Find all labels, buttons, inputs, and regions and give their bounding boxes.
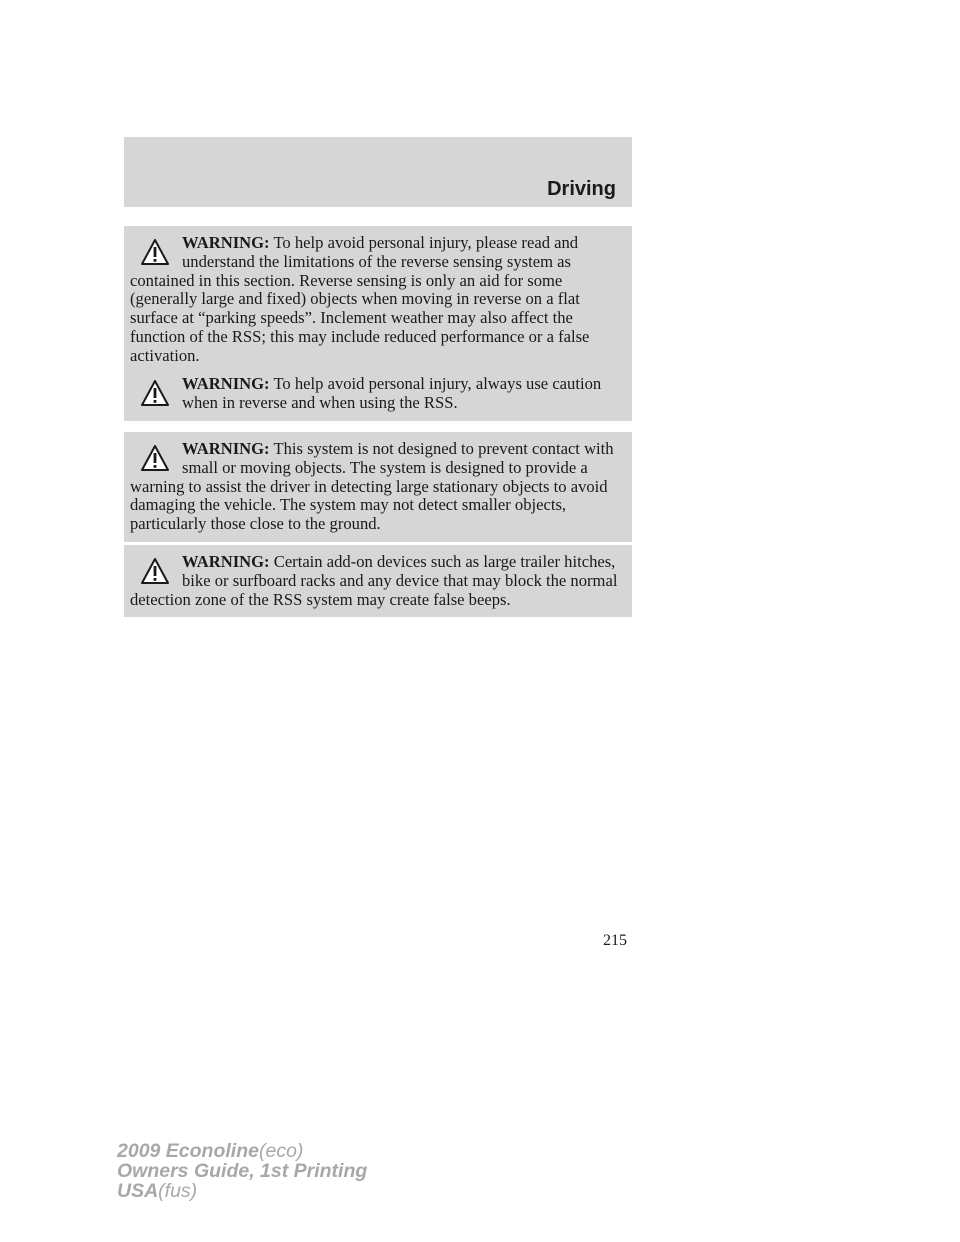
footer-model-code: (eco) bbox=[258, 1140, 304, 1162]
warning-label: WARNING: bbox=[182, 552, 270, 571]
warning-text: To help avoid personal injury, please read and understand the limitations of the reverse sensing system as contained in this section. Reverse sensing is only an aid for some (generally large and fixed) objects when moving in reverse on a flat surface at “parking speeds”. Inclement weather may also affect the function of the RSS; this may include reduced performance or a false activation. bbox=[130, 233, 590, 365]
footer-model: 2009 Econoline bbox=[117, 1140, 259, 1162]
page-number: 215 bbox=[603, 932, 627, 949]
warning-box-4 bbox=[124, 545, 632, 617]
warning-label: WARNING: bbox=[182, 374, 270, 393]
warning-triangle-icon bbox=[140, 238, 170, 266]
warning-text: To help avoid personal injury, always use caution when in reverse and when using the RSS. bbox=[182, 374, 602, 412]
section-header bbox=[124, 137, 632, 207]
warning-box-1 bbox=[124, 226, 632, 374]
warning-box-2 bbox=[124, 367, 632, 421]
warning-text: This system is not designed to prevent contact with small or moving objects. The system is designed to provide a warning to assist the driver in detecting large stationary objects to avoid damaging the vehicle. The system may not detect smaller objects, particularly those close to the ground. bbox=[130, 439, 614, 534]
warning-triangle-icon bbox=[140, 444, 170, 472]
footer-line-3 bbox=[117, 1181, 367, 1201]
footer-line-1 bbox=[117, 1141, 367, 1161]
warning-triangle-icon bbox=[140, 379, 170, 407]
warning-label: WARNING: bbox=[182, 233, 270, 252]
warning-text: Certain add-on devices such as large trailer hitches, bike or surfboard racks and any device that may block the normal detection zone of the RSS system may create false beeps. bbox=[130, 552, 618, 609]
warning-label: WARNING: bbox=[182, 439, 270, 458]
footer-market-code: (fus) bbox=[158, 1180, 198, 1202]
footer-market: USA bbox=[117, 1180, 159, 1202]
footer-guide: Owners Guide, 1st Printing bbox=[117, 1160, 368, 1182]
footer-line-2 bbox=[117, 1161, 367, 1181]
footer bbox=[117, 1141, 367, 1201]
section-title: Driving bbox=[547, 178, 616, 200]
warning-box-3 bbox=[124, 432, 632, 542]
warning-triangle-icon bbox=[140, 557, 170, 585]
